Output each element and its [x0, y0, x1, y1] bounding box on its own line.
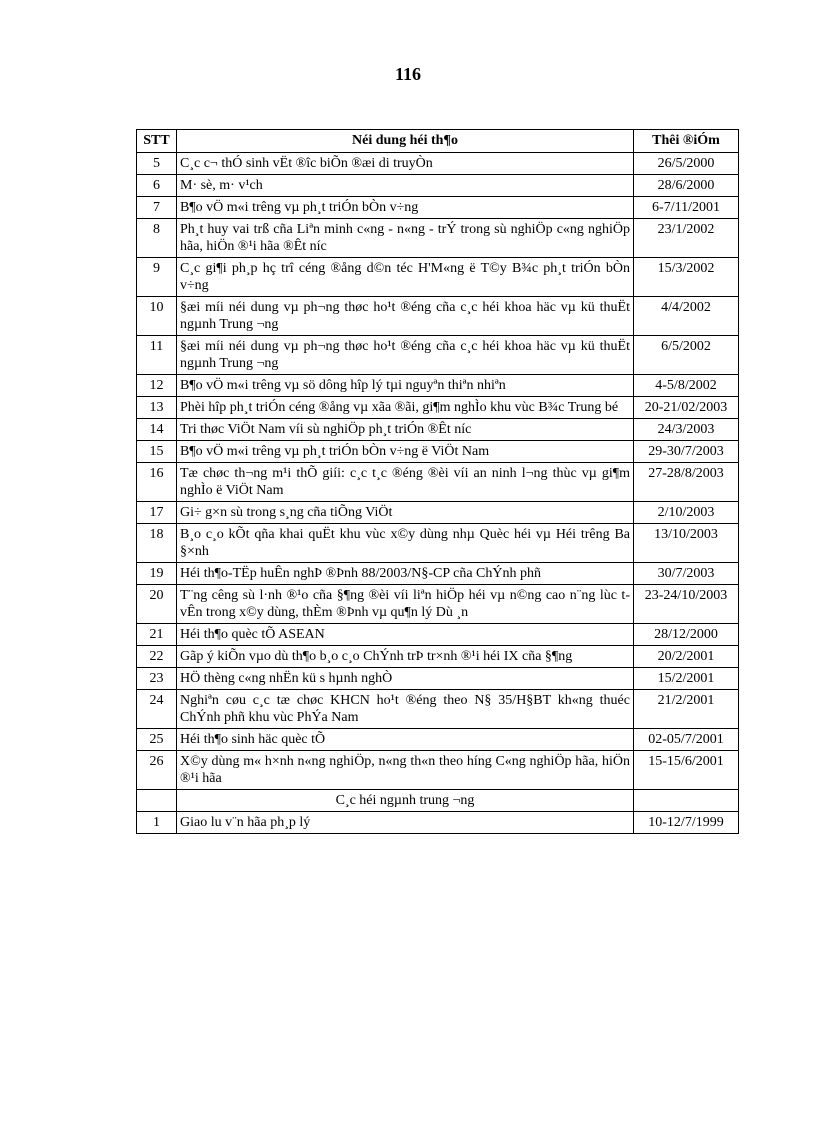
cell-date: 26/5/2000	[634, 153, 739, 175]
cell-stt: 15	[137, 441, 177, 463]
cell-stt: 18	[137, 524, 177, 563]
cell-stt: 22	[137, 646, 177, 668]
table-row	[137, 668, 739, 690]
cell-stt: 19	[137, 563, 177, 585]
table-row	[137, 690, 739, 729]
cell-content: Héi th¶o sinh häc quèc tÕ	[177, 729, 634, 751]
table-row	[137, 563, 739, 585]
cell-stt: 20	[137, 585, 177, 624]
cell-stt: 8	[137, 219, 177, 258]
table-row	[137, 175, 739, 197]
cell-content: B¶o vÖ m«i trêng vµ ph¸t triÓn bÒn v÷ng ë ViÖt Nam	[177, 441, 634, 463]
cell-date: 28/6/2000	[634, 175, 739, 197]
cell-content: C¸c gi¶i ph¸p hç trî céng ®ång d©n téc H'M«ng ë T©y B¾c ph¸t triÓn bÒn v÷ng	[177, 258, 634, 297]
cell-content: X©y dùng m« h×nh n«ng nghiÖp, n«ng th«n theo híng C«ng nghiÖp hãa, hiÖn ®¹i hãa	[177, 751, 634, 790]
cell-stt: 24	[137, 690, 177, 729]
cell-date: 15-15/6/2001	[634, 751, 739, 790]
header-content: Néi dung héi th¶o	[177, 130, 634, 153]
cell-date: 2/10/2003	[634, 502, 739, 524]
table-row	[137, 812, 739, 834]
cell-content: M· sè, m· v¹ch	[177, 175, 634, 197]
cell-stt: 21	[137, 624, 177, 646]
table-row	[137, 419, 739, 441]
cell-date	[634, 790, 739, 812]
table-row	[137, 524, 739, 563]
cell-stt: 16	[137, 463, 177, 502]
cell-date: 20/2/2001	[634, 646, 739, 668]
table-row	[137, 197, 739, 219]
cell-stt	[137, 790, 177, 812]
conference-table	[136, 129, 739, 834]
cell-content: T¨ng cêng sù l·nh ®¹o cña §¶ng ®èi víi liªn hiÖp héi vµ n©ng cao n¨ng lùc t vÊn trong x©y dùng, thÈm ®Þnh vµ qu¶n lý Dù ¸n	[177, 585, 634, 624]
cell-date: 23/1/2002	[634, 219, 739, 258]
cell-date: 30/7/2003	[634, 563, 739, 585]
cell-stt: 9	[137, 258, 177, 297]
table-row	[137, 258, 739, 297]
cell-content: Héi th¶o-TËp huÊn nghÞ ®Þnh 88/2003/N§-CP cña ChÝnh phñ	[177, 563, 634, 585]
cell-stt: 7	[137, 197, 177, 219]
table-row	[137, 375, 739, 397]
table-row	[137, 463, 739, 502]
cell-date: 21/2/2001	[634, 690, 739, 729]
cell-date: 10-12/7/1999	[634, 812, 739, 834]
cell-content: §æi míi néi dung vµ ph¬ng thøc ho¹t ®éng cña c¸c héi khoa häc vµ kü thuËt ngµnh Trung ¬ng	[177, 336, 634, 375]
header-stt: STT	[137, 130, 177, 153]
cell-stt: 13	[137, 397, 177, 419]
table-row	[137, 502, 739, 524]
cell-stt: 10	[137, 297, 177, 336]
table-row	[137, 729, 739, 751]
cell-content: B¶o vÖ m«i trêng vµ sö dông hîp lý tµi nguyªn thiªn nhiªn	[177, 375, 634, 397]
cell-date: 13/10/2003	[634, 524, 739, 563]
cell-stt: 26	[137, 751, 177, 790]
table-header-row	[137, 130, 739, 153]
cell-content: HÖ thèng c«ng nhËn kü s hµnh nghÒ	[177, 668, 634, 690]
cell-date: 23-24/10/2003	[634, 585, 739, 624]
cell-content: B¸o c¸o kÕt qña khai quËt khu vùc x©y dùng nhµ Quèc héi vµ Héi trêng Ba §×nh	[177, 524, 634, 563]
table-row	[137, 441, 739, 463]
cell-stt: 14	[137, 419, 177, 441]
cell-content: Ph¸t huy vai trß cña Liªn minh c«ng - n«ng - trÝ trong sù nghiÖp c«ng nghiÖp hãa, hiÖn ®¹i hãa ®Êt níc	[177, 219, 634, 258]
cell-stt: 5	[137, 153, 177, 175]
cell-stt: 11	[137, 336, 177, 375]
table-row	[137, 219, 739, 258]
cell-date: 4-5/8/2002	[634, 375, 739, 397]
cell-content: Héi th¶o quèc tÕ ASEAN	[177, 624, 634, 646]
cell-content: Tæ chøc th¬ng m¹i thÕ giíi: c¸c t¸c ®éng ®èi víi an ninh l¬ng thùc vµ gi¶m nghÌo ë ViÖt Nam	[177, 463, 634, 502]
table-row	[137, 153, 739, 175]
cell-stt: 25	[137, 729, 177, 751]
cell-stt: 6	[137, 175, 177, 197]
cell-content: Phèi hîp ph¸t triÓn céng ®ång vµ xãa ®ãi, gi¶m nghÌo khu vùc B¾c Trung bé	[177, 397, 634, 419]
table-row	[137, 646, 739, 668]
cell-stt: 17	[137, 502, 177, 524]
cell-date: 27-28/8/2003	[634, 463, 739, 502]
cell-date: 6-7/11/2001	[634, 197, 739, 219]
cell-content: C¸c c¬ thÓ sinh vËt ®îc biÕn ®æi di truyÒn	[177, 153, 634, 175]
table-section-row	[137, 790, 739, 812]
cell-date: 15/3/2002	[634, 258, 739, 297]
cell-date: 20-21/02/2003	[634, 397, 739, 419]
page-number: 116	[394, 64, 421, 84]
table-row	[137, 397, 739, 419]
cell-date: 29-30/7/2003	[634, 441, 739, 463]
table-row	[137, 624, 739, 646]
cell-stt: 23	[137, 668, 177, 690]
cell-content: Nghiªn cøu c¸c tæ chøc KHCN ho¹t ®éng theo N§ 35/H§BT kh«ng thuéc ChÝnh phñ khu vùc PhÝa Nam	[177, 690, 634, 729]
cell-stt: 12	[137, 375, 177, 397]
cell-date: 02-05/7/2001	[634, 729, 739, 751]
cell-date: 6/5/2002	[634, 336, 739, 375]
cell-content: Giao lu v¨n hãa ph¸p lý	[177, 812, 634, 834]
cell-date: 24/3/2003	[634, 419, 739, 441]
table-body	[137, 153, 739, 834]
cell-content: Tri thøc ViÖt Nam víi sù nghiÖp ph¸t triÓn ®Êt níc	[177, 419, 634, 441]
cell-date: 4/4/2002	[634, 297, 739, 336]
table-row	[137, 585, 739, 624]
table-row	[137, 751, 739, 790]
cell-content: B¶o vÖ m«i trêng vµ ph¸t triÓn bÒn v÷ng	[177, 197, 634, 219]
table-row	[137, 297, 739, 336]
table-row	[137, 336, 739, 375]
cell-date: 28/12/2000	[634, 624, 739, 646]
header-date: Thêi ®iÓm	[634, 130, 739, 153]
cell-stt: 1	[137, 812, 177, 834]
cell-content: Gãp ý kiÕn vµo dù th¶o b¸o c¸o ChÝnh trÞ tr×nh ®¹i héi IX cña §¶ng	[177, 646, 634, 668]
cell-content: Gi÷ g×n sù trong s¸ng cña tiÕng ViÖt	[177, 502, 634, 524]
cell-date: 15/2/2001	[634, 668, 739, 690]
cell-content: §æi míi néi dung vµ ph¬ng thøc ho¹t ®éng cña c¸c héi khoa häc vµ kü thuËt ngµnh Trung ¬ng	[177, 297, 634, 336]
cell-section-title: C¸c héi ngµnh trung ¬ng	[177, 790, 634, 812]
